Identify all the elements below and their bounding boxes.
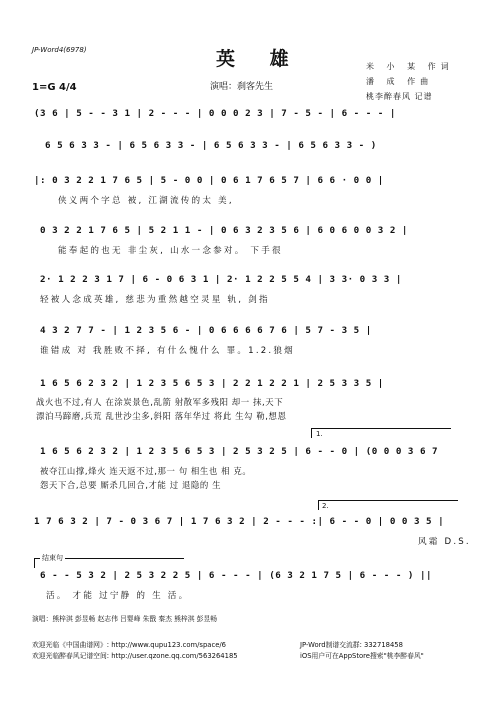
- score-line-2: 6 5 6 3 3 - | 6 5 6 3 3 - | 6 5 6 3 3 - | 6 5 6 3 3 - ): [45, 140, 377, 151]
- lyric-line-8b: 怨天下合,总要 厮杀几回合,才能 过 退隐的 生: [40, 480, 222, 490]
- volta-1-label: 1.: [316, 430, 323, 438]
- score-line-4: 0 3 2 2 1 7 6 5 | 5 2 1 1 - | 0 6 3 2 3 5 6 | 6 0 6 0 0 3 2 |: [40, 225, 408, 236]
- lyric-line-6: 谁错成 对 我胜败不择, 有什么愧什么 罪。1.2.狼烟: [40, 346, 295, 356]
- lyric-line-9: 风霜 D.S.: [418, 537, 471, 547]
- lyric-line-7a: 战火也不过,有人 在涂炭景色,乱箭 射散军多残阳 却一 抹,天下: [36, 397, 284, 407]
- footer-site-1[interactable]: 欢迎光临《中国曲谱网》: http://www.qupu123.com/space/6: [32, 641, 226, 649]
- software-label: JP-Word4(6978): [32, 46, 87, 54]
- volta-2-label: 2.: [322, 502, 329, 510]
- song-title: 英 雄: [216, 48, 303, 70]
- lyric-line-7b: 漂泊马蹄磨,兵荒 乱世沙尘多,斜阳 落年华过 将此 生勾 勒,想恩: [36, 411, 287, 421]
- score-line-8: 1 6 5 6 2 3 2 | 1 2 3 5 6 5 3 | 2 5 3 2 5 | 6 - - 0 | (0 0 0 3 6 7: [40, 446, 439, 457]
- score-line-3: |: 0 3 2 2 1 7 6 5 | 5 - 0 0 | 0 6 1 7 6 5 7 | 6 6 · 0 0 |: [34, 175, 384, 186]
- composer-credit: 潘 成 作曲: [366, 77, 434, 86]
- score-line-5: 2· 1 2 2 3 1 7 | 6 - 0 6 3 1 | 2· 1 2 2 5 5 4 | 3 3· 0 3 3 |: [40, 274, 402, 285]
- footer-site-2[interactable]: 欢迎光临醉春风记谱空间: http://user.qzone.qq.com/563264185: [32, 652, 238, 660]
- lyric-line-4: 能奉起的也无 非尘灰, 山水一念参对。 下手很: [58, 246, 283, 256]
- key-signature: 1=G 4/4: [32, 82, 77, 93]
- score-line-7: 1 6 5 6 2 3 2 | 1 2 3 5 6 5 3 | 2 2 1 2 2 1 | 2 5 3 3 5 |: [40, 378, 384, 389]
- score-line-9: 1 7 6 3 2 | 7 - 0 3 6 7 | 1 7 6 3 2 | 2 - - - :| 6 - - 0 | 0 0 3 5 |: [34, 516, 445, 527]
- lyricist-credit: 米 小 某 作词: [366, 62, 454, 71]
- score-line-6: 4 3 2 7 7 - | 1 2 3 5 6 - | 0 6 6 6 6 7 6 | 5 7 - 3 5 |: [40, 325, 372, 336]
- footer-group: JP-Word制谱交流群: 332718458: [300, 641, 403, 649]
- singer-line: 演唱：刹客先生: [210, 82, 274, 92]
- transcriber-credit: 桃李醉春风 记谱: [366, 92, 433, 101]
- lyric-line-8a: 被夺江山撑,烽火 连天返不过,那一 句 相生也 相 克。: [40, 466, 252, 476]
- lyric-line-5: 轻被人念成英雄, 慈悲为重然越空灵星 轨, 剑指: [40, 295, 270, 305]
- coda-label: 结束句: [42, 554, 63, 562]
- performers-line: 演唱：熊梓淇 彭昱畅 赵志伟 吕婴峰 朱戬 秦杰 熊梓淇 彭昱畅: [32, 615, 218, 623]
- lyric-line-3: 侠义两个字总 被, 江湖流传的太 美,: [58, 196, 234, 206]
- score-line-10: 6 - - 5 3 2 | 2 5 3 2 2 5 | 6 - - - | (6 3 2 1 7 5 | 6 - - - ) ||: [40, 570, 433, 581]
- score-line-1: (3 6 | 5 - - 3 1 | 2 - - - | 0 0 0 2 3 | 7 - 5 - | 6 - - - |: [34, 108, 396, 119]
- footer-ios: iOS用户可在AppStore搜索"桃李醉春风": [300, 652, 424, 660]
- lyric-line-10: 活。 才能 过宁静 的 生 活。: [46, 591, 190, 601]
